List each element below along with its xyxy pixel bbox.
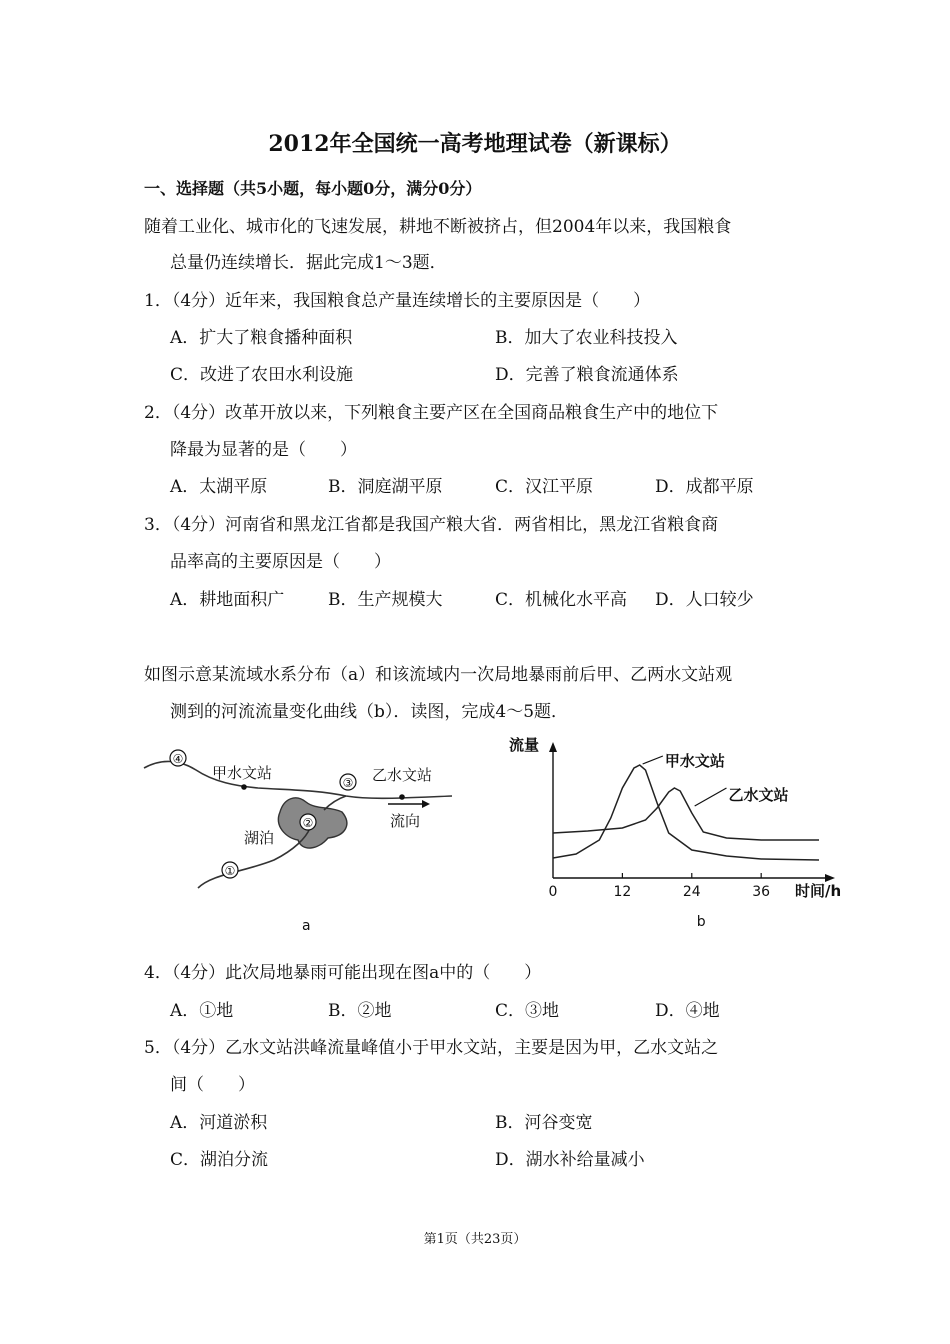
station-jia-label: 甲水文站	[212, 764, 273, 782]
figure-a-caption: a	[302, 918, 311, 934]
intro2-line2: 测到的河流流量变化曲线（b）．读图，完成4～5题．	[170, 702, 569, 722]
flow-arrow-head	[422, 800, 430, 808]
section-heading: 一、选择题（共5小题，每小题0分，满分0分）	[144, 179, 482, 198]
lake-label: 湖泊	[244, 829, 275, 847]
q1-option-c[interactable]: C．改进了农田水利设施	[170, 365, 354, 385]
figure-a-river-map	[140, 740, 480, 940]
figure-b-discharge-chart	[505, 730, 865, 940]
q4-stem: 4．（4分）此次局地暴雨可能出现在图a中的（ ）	[144, 963, 542, 983]
marker-3: ③	[342, 776, 354, 790]
q3-stem-line2: 品率高的主要原因是（ ）	[170, 552, 391, 572]
series-label-jia: 甲水文站	[664, 752, 725, 770]
q2-stem-line1: 2．（4分）改革开放以来，下列粮食主要产区在全国商品粮食生产中的地位下	[144, 403, 719, 423]
page-footer: 第1页（共23页）	[423, 1232, 527, 1247]
q3-option-c[interactable]: C．机械化水平高	[495, 590, 628, 610]
q5-stem-line1: 5．（4分）乙水文站洪峰流量峰值小于甲水文站，主要是因为甲，乙水文站之	[144, 1038, 719, 1058]
q4-option-b[interactable]: B．②地	[328, 1001, 392, 1021]
q4-option-a[interactable]: A．①地	[170, 1001, 234, 1021]
marker-4: ④	[172, 752, 184, 766]
marker-1: ①	[224, 864, 236, 878]
x-tick-label: 24	[682, 884, 701, 900]
q3-stem-line1: 3．（4分）河南省和黑龙江省都是我国产粮大省．两省相比，黑龙江省粮食商	[144, 515, 719, 535]
q5-stem-line2: 间（ ）	[170, 1075, 255, 1095]
leader-yi	[695, 788, 727, 806]
q2-option-b[interactable]: B．洞庭湖平原	[328, 477, 443, 497]
x-axis-arrow	[825, 874, 835, 882]
q1-option-b[interactable]: B．加大了农业科技投入	[495, 328, 678, 348]
station-jia-dot	[241, 784, 247, 790]
q5-option-d[interactable]: D．湖水补给量减小	[495, 1150, 645, 1170]
q4-option-d[interactable]: D．④地	[655, 1001, 720, 1021]
x-axis-label: 时间/h	[795, 882, 842, 900]
q1-option-a[interactable]: A．扩大了粮食播种面积	[170, 328, 353, 348]
q5-option-b[interactable]: B．河谷变宽	[495, 1113, 593, 1133]
q1-stem: 1．（4分）近年来，我国粮食总产量连续增长的主要原因是（ ）	[144, 291, 651, 311]
q2-option-d[interactable]: D．成都平原	[655, 477, 754, 497]
station-yi-dot	[399, 794, 405, 800]
q5-option-c[interactable]: C．湖泊分流	[170, 1150, 269, 1170]
figure-b-caption: b	[696, 914, 706, 930]
q2-option-c[interactable]: C．汉江平原	[495, 477, 594, 497]
leader-jia	[643, 756, 663, 764]
q3-option-d[interactable]: D．人口较少	[655, 590, 754, 610]
x-tick-label: 12	[613, 884, 632, 900]
q5-option-a[interactable]: A．河道淤积	[170, 1113, 268, 1133]
page-title: 2012年全国统一高考地理试卷（新课标）	[268, 131, 682, 157]
intro2-line1: 如图示意某流域水系分布（a）和该流域内一次局地暴雨前后甲、乙两水文站观	[144, 665, 733, 685]
x-tick-label: 0	[548, 884, 558, 900]
lake-outlet	[324, 796, 346, 810]
intro1-line2: 总量仍连续增长．据此完成1～3题．	[170, 253, 447, 273]
y-axis-arrow	[549, 742, 557, 752]
q3-option-b[interactable]: B．生产规模大	[328, 590, 443, 610]
q2-stem-line2: 降最为显著的是（ ）	[170, 440, 357, 460]
series-line-0	[553, 765, 819, 860]
y-axis-label: 流量	[509, 736, 540, 754]
x-tick-label: 36	[752, 884, 771, 900]
station-yi-label: 乙水文站	[372, 766, 433, 784]
q2-option-a[interactable]: A．太湖平原	[170, 477, 268, 497]
q3-option-a[interactable]: A．耕地面积广	[170, 590, 285, 610]
flow-label: 流向	[390, 812, 421, 830]
marker-2: ②	[302, 816, 314, 830]
series-label-yi: 乙水文站	[728, 786, 789, 804]
intro1-line1: 随着工业化、城市化的飞速发展，耕地不断被挤占，但2004年以来，我国粮食	[144, 217, 732, 237]
q4-option-c[interactable]: C．③地	[495, 1001, 560, 1021]
q1-option-d[interactable]: D．完善了粮食流通体系	[495, 365, 679, 385]
